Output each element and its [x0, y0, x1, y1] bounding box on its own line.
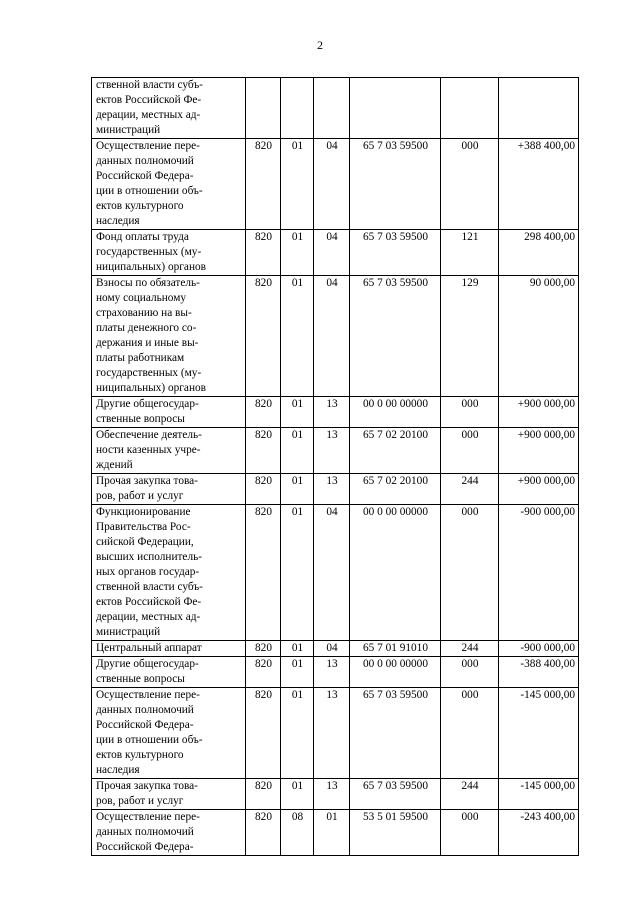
table-row — [92, 505, 579, 641]
item-name-line: ному социальному — [96, 292, 187, 304]
item-name-line: высших исполнитель- — [96, 551, 202, 563]
amount-cell — [499, 78, 579, 139]
item-name-line: ственной власти субъ- — [96, 581, 203, 593]
amount-cell: 90 000,00 — [499, 276, 579, 397]
item-name-line: ектов культурного — [96, 749, 184, 761]
table-row — [92, 78, 579, 139]
subsection-code-cell: 13 — [314, 779, 350, 810]
table-row — [92, 428, 579, 474]
item-name-line: ции в отношении объ- — [96, 734, 203, 746]
amount-cell: -900 000,00 — [499, 505, 579, 641]
section-code-cell: 01 — [281, 276, 314, 397]
item-name-line: Осуществление пере- — [96, 140, 200, 152]
target-article-cell: 65 7 03 59500 — [350, 779, 441, 810]
expense-type-cell: 000 — [441, 810, 499, 856]
table-row — [92, 474, 579, 505]
amount-cell: -388 400,00 — [499, 657, 579, 688]
item-name-line: ров, работ и услуг — [96, 490, 184, 502]
item-name-line: данных полномочий — [96, 826, 194, 838]
expense-type-cell: 000 — [441, 657, 499, 688]
target-article-cell: 65 7 02 20100 — [350, 474, 441, 505]
subsection-code-cell: 04 — [314, 230, 350, 276]
item-name-cell — [92, 688, 246, 779]
section-code-cell: 01 — [281, 641, 314, 657]
target-article-cell: 00 0 00 00000 — [350, 505, 441, 641]
admin-code-cell: 820 — [246, 474, 281, 505]
section-code-cell: 01 — [281, 397, 314, 428]
item-name-cell — [92, 397, 246, 428]
item-name-cell — [92, 78, 246, 139]
expense-type-cell: 000 — [441, 688, 499, 779]
target-article-cell: 65 7 03 59500 — [350, 230, 441, 276]
expense-type-cell: 000 — [441, 139, 499, 230]
item-name-cell — [92, 641, 246, 657]
section-code-cell: 01 — [281, 230, 314, 276]
item-name-line: Российской Федера- — [96, 719, 194, 731]
item-name-line: Прочая закупка това- — [96, 475, 198, 487]
item-name-line: Правительства Рос- — [96, 521, 191, 533]
item-name-line: платы работникам — [96, 352, 185, 364]
item-name-line: Обеспечение деятель- — [96, 429, 202, 441]
item-name-line: ектов Российской Фе- — [96, 596, 202, 608]
admin-code-cell: 820 — [246, 688, 281, 779]
target-article-cell: 65 7 01 91010 — [350, 641, 441, 657]
item-name-line: данных полномочий — [96, 704, 194, 716]
expense-type-cell: 000 — [441, 505, 499, 641]
item-name-line: Прочая закупка това- — [96, 780, 198, 792]
item-name-line: ственные вопросы — [96, 413, 185, 425]
item-name-cell — [92, 810, 246, 856]
admin-code-cell: 820 — [246, 230, 281, 276]
subsection-code-cell: 13 — [314, 474, 350, 505]
amount-cell: -145 000,00 — [499, 779, 579, 810]
item-name-line: дерации, местных ад- — [96, 611, 201, 623]
subsection-code-cell: 04 — [314, 505, 350, 641]
amount-cell: -145 000,00 — [499, 688, 579, 779]
subsection-code-cell — [314, 78, 350, 139]
section-code-cell: 08 — [281, 810, 314, 856]
item-name-line: министраций — [96, 124, 161, 136]
item-name-line: ных органов государ- — [96, 566, 200, 578]
target-article-cell: 65 7 03 59500 — [350, 276, 441, 397]
table-row — [92, 657, 579, 688]
expense-type-cell: 244 — [441, 779, 499, 810]
item-name-cell — [92, 779, 246, 810]
section-code-cell — [281, 78, 314, 139]
item-name-line: Функционирование — [96, 506, 191, 518]
item-name-line: ции в отношении объ- — [96, 185, 203, 197]
item-name-line: держания и иные вы- — [96, 337, 199, 349]
expense-type-cell: 244 — [441, 474, 499, 505]
item-name-line: государственных (му- — [96, 246, 202, 258]
item-name-line: сийской Федерации, — [96, 536, 194, 548]
table-row — [92, 688, 579, 779]
admin-code-cell — [246, 78, 281, 139]
item-name-line: ности казенных учре- — [96, 444, 201, 456]
item-name-cell — [92, 428, 246, 474]
budget-table — [91, 77, 579, 856]
target-article-cell: 65 7 03 59500 — [350, 688, 441, 779]
item-name-line: министраций — [96, 626, 161, 638]
item-name-line: данных полномочий — [96, 155, 194, 167]
item-name-line: Российской Федера- — [96, 841, 194, 853]
admin-code-cell: 820 — [246, 779, 281, 810]
amount-cell: -900 000,00 — [499, 641, 579, 657]
subsection-code-cell: 13 — [314, 428, 350, 474]
target-article-cell: 65 7 03 59500 — [350, 139, 441, 230]
section-code-cell: 01 — [281, 139, 314, 230]
admin-code-cell: 820 — [246, 657, 281, 688]
table-row — [92, 276, 579, 397]
table-row — [92, 397, 579, 428]
section-code-cell: 01 — [281, 505, 314, 641]
table-row — [92, 139, 579, 230]
subsection-code-cell: 13 — [314, 397, 350, 428]
expense-type-cell: 000 — [441, 397, 499, 428]
amount-cell: +900 000,00 — [499, 474, 579, 505]
budget-table-body — [92, 78, 579, 856]
item-name-cell — [92, 139, 246, 230]
item-name-cell — [92, 276, 246, 397]
page-number: 2 — [317, 38, 323, 52]
table-row — [92, 641, 579, 657]
target-article-cell: 00 0 00 00000 — [350, 397, 441, 428]
item-name-line: Осуществление пере- — [96, 689, 200, 701]
subsection-code-cell: 04 — [314, 276, 350, 397]
item-name-cell — [92, 230, 246, 276]
amount-cell: +900 000,00 — [499, 428, 579, 474]
target-article-cell — [350, 78, 441, 139]
target-article-cell: 65 7 02 20100 — [350, 428, 441, 474]
item-name-line: наследия — [96, 764, 140, 776]
target-article-cell: 00 0 00 00000 — [350, 657, 441, 688]
table-row — [92, 230, 579, 276]
subsection-code-cell: 04 — [314, 641, 350, 657]
item-name-line: дерации, местных ад- — [96, 109, 201, 121]
item-name-line: ниципальных) органов — [96, 261, 206, 273]
expense-type-cell: 121 — [441, 230, 499, 276]
item-name-line: Другие общегосудар- — [96, 398, 199, 410]
admin-code-cell: 820 — [246, 276, 281, 397]
table-row — [92, 810, 579, 856]
subsection-code-cell: 04 — [314, 139, 350, 230]
item-name-line: Центральный аппарат — [96, 642, 202, 654]
item-name-line: Взносы по обязатель- — [96, 277, 200, 289]
item-name-line: ждений — [96, 459, 133, 471]
admin-code-cell: 820 — [246, 397, 281, 428]
admin-code-cell: 820 — [246, 505, 281, 641]
amount-cell: 298 400,00 — [499, 230, 579, 276]
item-name-line: ектов культурного — [96, 200, 184, 212]
amount-cell: +388 400,00 — [499, 139, 579, 230]
amount-cell: -243 400,00 — [499, 810, 579, 856]
item-name-line: Фонд оплаты труда — [96, 231, 189, 243]
item-name-line: ектов Российской Фе- — [96, 94, 202, 106]
expense-type-cell: 000 — [441, 428, 499, 474]
item-name-line: страхованию на вы- — [96, 307, 192, 319]
target-article-cell: 53 5 01 59500 — [350, 810, 441, 856]
section-code-cell: 01 — [281, 779, 314, 810]
item-name-line: ственной власти субъ- — [96, 79, 203, 91]
subsection-code-cell: 01 — [314, 810, 350, 856]
item-name-line: ственные вопросы — [96, 673, 185, 685]
item-name-cell — [92, 505, 246, 641]
subsection-code-cell: 13 — [314, 657, 350, 688]
table-row — [92, 779, 579, 810]
expense-type-cell: 244 — [441, 641, 499, 657]
admin-code-cell: 820 — [246, 428, 281, 474]
admin-code-cell: 820 — [246, 810, 281, 856]
item-name-line: государственных (му- — [96, 367, 202, 379]
item-name-cell — [92, 657, 246, 688]
item-name-line: Осуществление пере- — [96, 811, 200, 823]
amount-cell: +900 000,00 — [499, 397, 579, 428]
item-name-cell — [92, 474, 246, 505]
section-code-cell: 01 — [281, 688, 314, 779]
subsection-code-cell: 13 — [314, 688, 350, 779]
section-code-cell: 01 — [281, 657, 314, 688]
section-code-cell: 01 — [281, 428, 314, 474]
expense-type-cell: 129 — [441, 276, 499, 397]
expense-type-cell — [441, 78, 499, 139]
admin-code-cell: 820 — [246, 139, 281, 230]
item-name-line: ров, работ и услуг — [96, 795, 184, 807]
item-name-line: наследия — [96, 215, 140, 227]
admin-code-cell: 820 — [246, 641, 281, 657]
item-name-line: ниципальных) органов — [96, 382, 206, 394]
section-code-cell: 01 — [281, 474, 314, 505]
item-name-line: Другие общегосудар- — [96, 658, 199, 670]
item-name-line: Российской Федера- — [96, 170, 194, 182]
item-name-line: платы денежного со- — [96, 322, 197, 334]
